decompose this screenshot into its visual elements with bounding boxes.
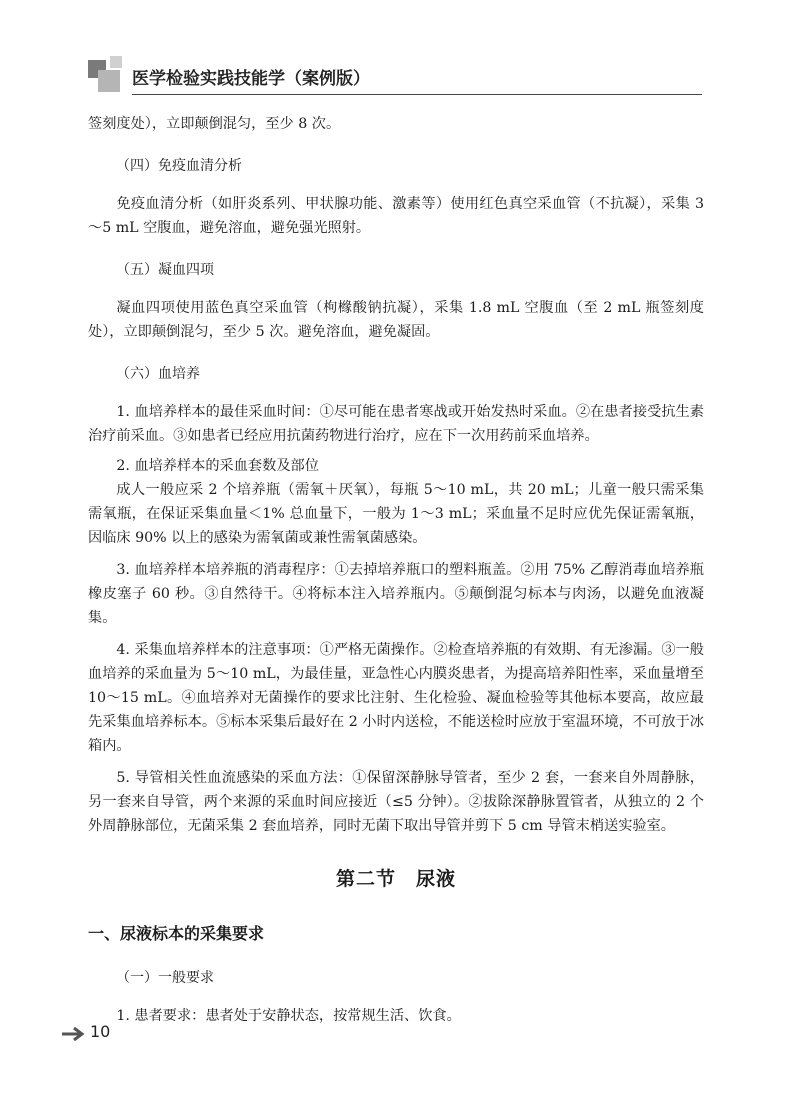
paragraph: 1. 患者要求：患者处于安静状态，按常规生活、饮食。: [116, 1008, 461, 1024]
subsection-heading: （四）免疫血清分析: [116, 158, 242, 174]
paragraph: 4. 采集血培养样本的注意事项：①严格无菌操作。②检查培养瓶的有效期、有无渗漏。③一般血培养的采血量为 5～10 mL，为最佳量，亚急性心内膜炎患者，为提高培养阳性率，采血量增至 10～15 mL。④血培养对无菌操作的要求比注射、生化检验、凝血检验等其他标本要高，故应最先采集血培养标本。⑤标本采集后最好在 2 小时内送检，不能送检时应放于室温环境，不可放于冰箱内。: [88, 642, 704, 754]
paragraph: 成人一般应采 2 个培养瓶（需氧＋厌氧），每瓶 5～10 mL，共 20 mL；儿童一般只需采集需氧瓶，在保证采集血量＜1% 总血量下，一般为 1～3 mL；采血量不足时应优先保证需氧瓶，因临床 90% 以上的感染为需氧菌或兼性需氧菌感染。: [88, 482, 704, 546]
header-decoration: [98, 70, 120, 92]
paragraph: 5. 导管相关性血流感染的采血方法：①保留深静脉导管者，至少 2 套，一套来自外周静脉，另一套来自导管，两个来源的采血时间应接近（≤5 分钟）。②拔除深静脉置管者，从独立的 2 个外周静脉部位，无菌采集 2 套血培养，同时无菌下取出导管并剪下 5 cm 导管末梢送实验室。: [88, 770, 704, 834]
paragraph: 签刻度处），立即颠倒混匀，至少 8 次。: [88, 116, 341, 132]
paragraph-title: 2. 血培养样本的采血套数及部位: [116, 458, 319, 474]
arrow-right-icon: [60, 1026, 86, 1042]
paragraph: 1. 血培养样本的最佳采血时间：①尽可能在患者寒战或开始发热时采血。②在患者接受抗生素治疗前采血。③如患者已经应用抗菌药物进行治疗，应在下一次用药前采血培养。: [88, 404, 704, 444]
section-title: 第二节 尿液: [335, 868, 456, 890]
page-number: 10: [90, 1022, 111, 1041]
subsection-heading: （一）一般要求: [116, 970, 214, 986]
header-rule: [132, 94, 702, 95]
page-body: [88, 112, 704, 1028]
page-footer: [60, 1022, 140, 1046]
paragraph: 3. 血培养样本培养瓶的消毒程序：①去掉培养瓶口的塑料瓶盖。②用 75% 乙醇消毒血培养瓶橡皮塞子 60 秒。③自然待干。④将标本注入培养瓶内。⑤颠倒混匀标本与肉汤，以避免血液凝集。: [88, 562, 704, 626]
paragraph: 免疫血清分析（如肝炎系列、甲状腺功能、激素等）使用红色真空采血管（不抗凝），采集 3～5 mL 空腹血，避免溶血，避免强光照射。: [88, 196, 704, 236]
header-decoration: [110, 56, 122, 68]
heading: 一、尿液标本的采集要求: [88, 924, 265, 943]
subsection-heading: （五）凝血四项: [116, 262, 214, 278]
book-title: 医学检验实践技能学（案例版）: [132, 69, 370, 89]
paragraph: 凝血四项使用蓝色真空采血管（枸橼酸钠抗凝），采集 1.8 mL 空腹血（至 2 mL 瓶签刻度处），立即颠倒混匀，至少 5 次。避免溶血，避免凝固。: [88, 300, 704, 340]
running-header: [88, 56, 702, 98]
subsection-heading: （六）血培养: [116, 366, 200, 382]
